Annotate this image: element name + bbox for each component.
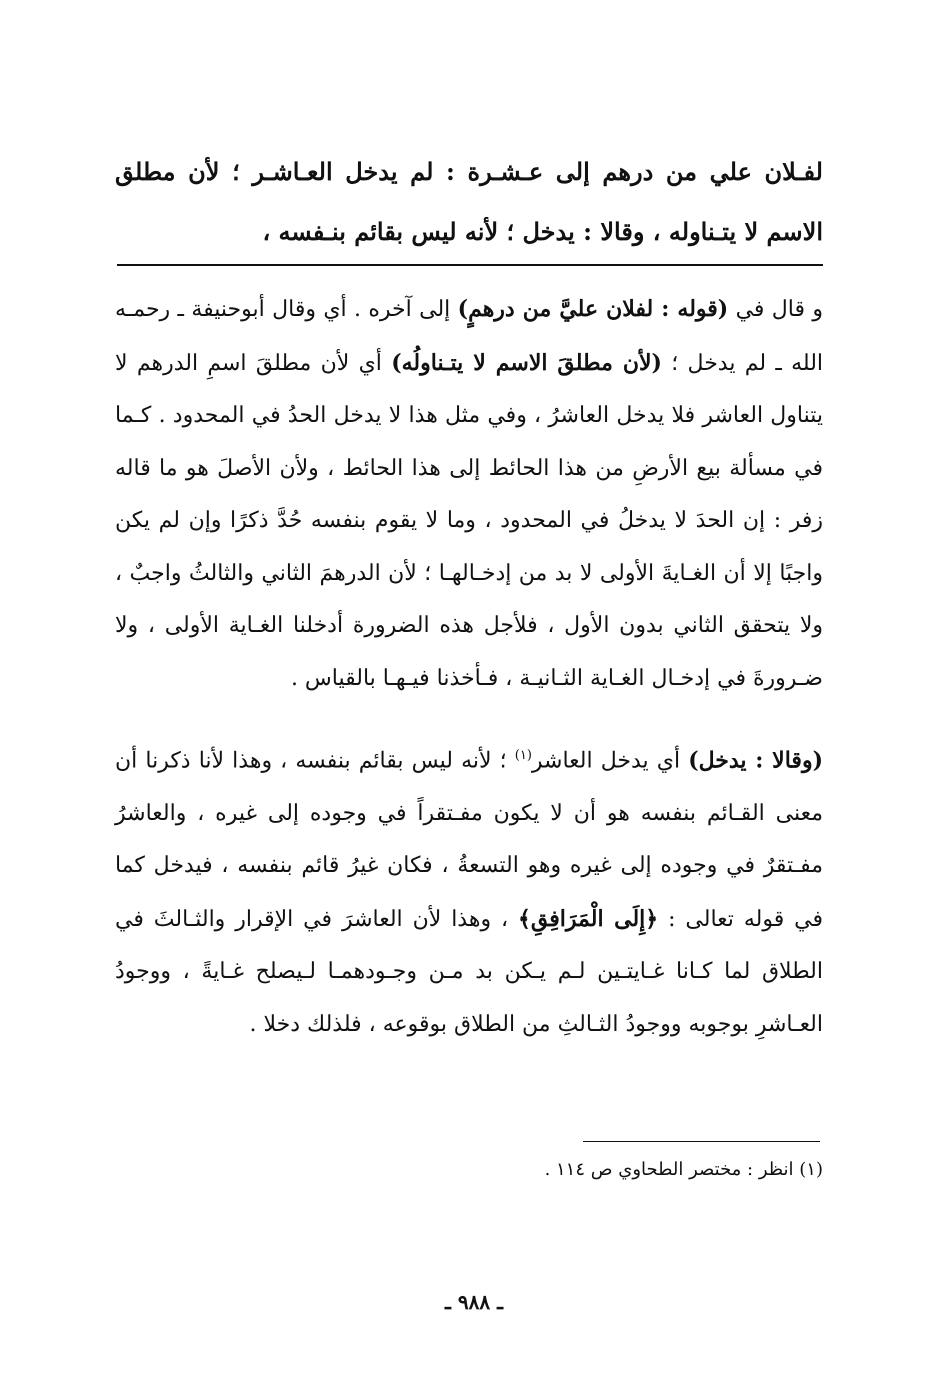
matn-text: لفـلان علي من درهم إلى عـشـرة : لم يدخل العـاشـر ؛ لأن مطلق الاسم لا يتـناوله ، وقالا : يدخل ؛ لأنه ليس بقائم بنـفسه ،	[115, 157, 823, 246]
commentary-paragraph-2	[115, 730, 823, 1051]
commentary-text: إلى آخره . أي وقال أبوحنيفة ـ رحمـه الله ـ لم يدخل ؛	[115, 297, 824, 376]
commentary-paragraph-1	[115, 283, 823, 705]
commentary-text: و قال في	[728, 297, 823, 322]
quoted-matn: (قوله : لفلان عليَّ من درهمٍ)	[457, 296, 729, 322]
commentary-text: أي لأن مطلقَ اسمِ الدرهم لا يتناول العاشر فلا يدخل العاشرُ ، وفي مثل هذا لا يدخل الحدُ في المحدود . كـما في مسألة بيع الأرضِ من هذا الحائط إلى هذا الحائط ، ولأن الأصلَ هو ما قاله زفر : إن الحدَ لا يدخلُ في المحدود ، وما لا يقوم بنفسه حُدَّ ذكرًا وإن لم يكن واجبًا إلا أن الغـايةَ الأولى لا بد من إدخـالهـا ؛ لأن الدرهمَ الثاني والثالثُ واجبٌ ، ولا يتحقق الثاني بدون الأول ، فلأجل هذه الضرورة أدخلنا الغـاية الأولى ، ولا ضـرورةَ في إدخـال الغـاية الثـانيـة ، فـأخذنا فيـهـا بالقياس .	[115, 350, 823, 691]
commentary-text: أي يدخل العاشر	[531, 748, 689, 774]
quoted-matn: (لأن مطلقَ الاسم لا يتـناولُه)	[391, 349, 662, 376]
commentary-text: ، وهذا لأن العاشرَ في الإقرار والثـالثَ في الطلاق لما كـانا غـايتـين لـم يـكن بد مـن وجـودهمـا لـيصلح غـايةً ، ووجودُ العـاشرِ بوجوبه ووجودُ الثـالثِ من الطلاق بوقوعه ، فلذلك دخلا .	[115, 906, 823, 1037]
quoted-matn: (وقالا : يدخل)	[688, 747, 823, 774]
page-number: ـ ٩٨٨ ـ	[445, 1290, 503, 1314]
footnote-marker: (١)	[514, 748, 532, 763]
footnote-separator	[583, 1141, 820, 1142]
footnote: (١) انظر : مختصر الطحاوي ص ١١٤ .	[544, 1159, 823, 1180]
separator-line	[117, 264, 823, 266]
commentary-text: ؛ لأنه ليس بقائم بنفسه ، وهذا لأنا ذكرنا أن معنى القـائم بنفسه هو أن لا يكون مفـتقراً في وجوده إلى غيره ، والعاشرُ مفـتقرٌ في وجوده إلى غيره وهو التسعةُ ، فكان غيرُ قائم بنفسه ، فيدخل كما في قوله تعالى :	[115, 748, 823, 932]
quran-citation: ﴿إِلَى الْمَرَافِقِ﴾	[518, 905, 659, 932]
